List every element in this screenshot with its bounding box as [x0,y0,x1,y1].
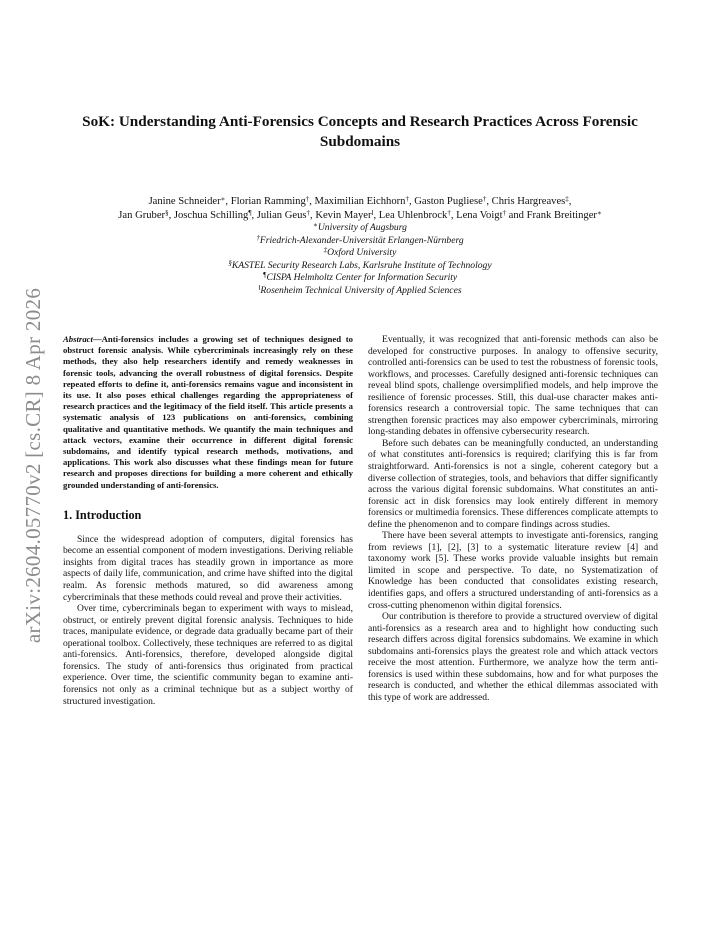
paragraph: Our contribution is therefore to provide a structured overview of digital anti-forensics as a research area and to highlight how conducting such research differs across digital forensics subdomains. We examine in which subdomains anti-forensics plays the greatest role and which attack vectors receive the most attention. Furthermore, we analyze how the term anti-forensics is used within these subdomains, how and for what purposes the research is conducted, and whether the ethical dilemmas associated with this type of work are addressed. [368,611,658,703]
paragraph: Since the widespread adoption of computers, digital forensics has become an essential component of modern investigations. Deriving reliable insights from digital traces has steadily grown in importance as more aspects of daily life, communication, and crime have shifted into the digital realm. As forensic methods matured, so did awareness among cybercriminals that these methods could reveal and prove their activities. [63,533,353,603]
author-line-1: Janine Schneider∗, Florian Ramming†, Maximilian Eichhorn†, Gaston Pugliese†, Chris Hargreaves‡, [148,195,572,207]
arxiv-identifier: arXiv:2604.05770v2 [cs.CR] 8 Apr 2026 [21,287,46,643]
author-block [40,195,680,298]
author-line-2: Jan Gruber§, Joschua Schilling¶, Julian Geus†, Kevin Mayer‖, Lea Uhlenbrock†, Lena Voigt† and Frank Breitinger∗ [118,208,602,221]
paragraph: Before such debates can be meaningfully conducted, an understanding of what constitutes anti-forensics is required; clarifying this is far from straightforward. Anti-forensics is not a single, coherent category but a diverse collection of strategies, tools, and behaviors that differ significantly across the various digital forensic subdomains. What constitutes an anti-forensic act in disk forensics may look entirely different in memory forensics or multimedia forensics. These differences complicate attempts to define the phenomenon and to compare findings across studies. [368,437,658,530]
right-column [368,334,658,704]
affiliation: §KASTEL Security Research Labs, Karlsruhe Institute of Technology [228,258,492,271]
affiliation: ‖Rosenheim Technical University of Applied Sciences [258,283,462,296]
abstract-label: Abstract [63,334,93,344]
affiliation: ∗University of Augsburg [313,221,407,233]
affiliation: †Friedrich-Alexander-Universität Erlangen-Nürnberg [256,233,464,246]
paper-title: SoK: Understanding Anti-Forensics Concepts and Research Practices Across Forensic Subdomains [82,113,638,150]
arxiv-sidebar [2,266,66,664]
paragraph: Over time, cybercriminals began to experiment with ways to mislead, obstruct, or entirely prevent digital forensic analysis. Techniques to hide traces, manipulate evidence, or degrade data gradually became part of their operational toolbox. Collectively, these techniques are referred to as digital anti-forensics. Anti-forensics, therefore, developed alongside digital forensics. The study of anti-forensics thus originated from practical experience. Over time, the scientific community began to examine anti-forensics not only as a criminal technique but as a subject worthy of structured investigation. [63,603,353,707]
paragraph: There have been several attempts to investigate anti-forensics, ranging from reviews [1], [2], [3] to a systematic literature review [4] and taxonomy work [5]. These works provide valuable insights but remain limited in scope and perspective. To date, no Systematization of Knowledge has been conducted that consolidates existing research, identifies gaps, and offers a structured understanding of anti-forensics as a cross-cutting phenomenon within digital forensics. [368,530,658,611]
abstract-text: —Anti-forensics includes a growing set of techniques designed to obstruct forensic analysis. While cybercriminals increasingly rely on these methods, they also help researchers identify and remedy weaknesses in forensic tools, advancing the overall robustness of digital forensics. Despite repeated efforts to define it, anti-forensics remains vague and inconsistent in its use. It also poses ethical challenges regarding the appropriateness of research practices and the legitimacy of the field itself. This article presents a systematic analysis of 123 publications on anti-forensics, combining qualitative and quantitative methods. We quantify the main techniques and attack vectors, examine their occurrence in different digital forensic subdomains, and identify typical research methods, motivations, and applications. This work also discusses what these findings mean for future research and proposes directions for building a more coherent and ethically grounded understanding of anti-forensics. [63,334,353,490]
abstract [63,334,353,491]
affiliation: ‡Oxford University [323,246,397,259]
section-heading: 1. Introduction [63,507,142,522]
paragraph: Eventually, it was recognized that anti-forensic methods can also be developed for constructive purposes. In analogy to offensive security, controlled anti-forensics can be used to test the robustness of forensic tools, workflows, and processes. Carefully designed anti-forensic techniques can reveal blind spots, challenge oversimplified models, and help improve the resilience of forensic processes. Still, this dual-use character makes anti-forensics research a controversial topic. The same techniques that can strengthen forensic practices may also empower cybercriminals, mirroring long-standing debates in offensive cybersecurity research. [368,334,658,438]
affiliation: ¶CISPA Helmholtz Center for Information Security [262,271,458,284]
left-column [63,334,353,707]
